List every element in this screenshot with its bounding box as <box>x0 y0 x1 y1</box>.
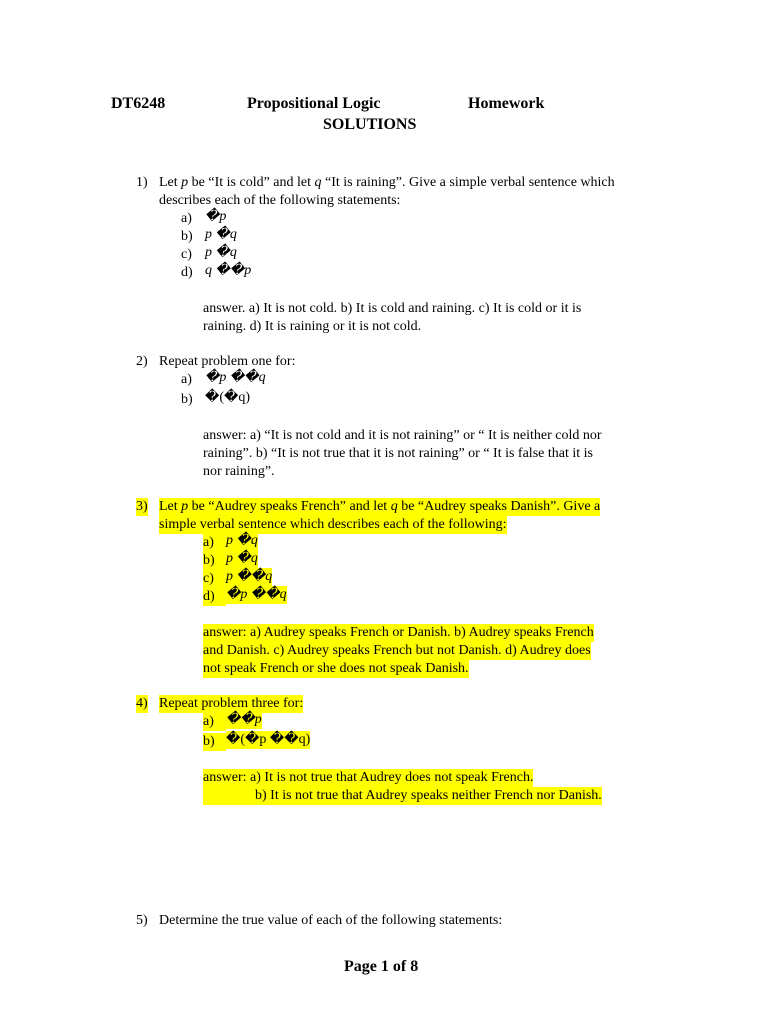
q1-item-expr: �p <box>205 209 227 224</box>
q5-number: 5) <box>136 913 148 928</box>
q4-answer-line-1: answer: a) It is not true that Audrey does not speak French. <box>203 770 534 785</box>
q3-text-line-2: simple verbal sentence which describes each of the following: <box>159 517 507 532</box>
q1-item-expr: p �q <box>205 245 237 260</box>
q3-number: 3) <box>136 499 148 514</box>
q4-item-label: a) <box>203 713 226 731</box>
document-type: Homework <box>468 95 545 112</box>
q2-item-expr: �(�q) <box>205 390 251 405</box>
q3-item-label: a) <box>203 534 226 552</box>
q2-number: 2) <box>136 354 148 369</box>
q1-text-line-1: Let p be “It is cold” and let q “It is raining”. Give a simple verbal sentence which <box>159 175 615 190</box>
q2-text-line-1: Repeat problem one for: <box>159 354 296 369</box>
q2-item-expr: �p ��q <box>205 370 266 385</box>
q1-answer-line-1: answer. a) It is not cold. b) It is cold and raining. c) It is cold or it is <box>203 301 582 316</box>
q3-text-line-1: Let p be “Audrey speaks French” and let q be “Audrey speaks Danish”. Give a <box>159 499 601 514</box>
q4-item-expr: �(�p ��q) <box>226 732 311 747</box>
q3-answer-line-1: answer: a) Audrey speaks French or Danish. b) Audrey speaks French <box>203 625 594 640</box>
q1-answer-line-2: raining. d) It is raining or it is not cold. <box>203 319 422 334</box>
q3-item-expr: p �q <box>226 533 258 548</box>
q1-item-label: a) <box>181 211 192 226</box>
q2-answer-line-1: answer: a) “It is not cold and it is not raining” or “ It is neither cold nor <box>203 428 602 443</box>
q3-item-expr: �p ��q <box>226 587 287 602</box>
q2-answer-line-2: raining”. b) “It is not true that it is not raining” or “ It is false that it is <box>203 446 593 461</box>
q1-item-label: d) <box>181 265 193 280</box>
q4-item-label: b) <box>203 733 226 751</box>
q4-number: 4) <box>136 696 148 711</box>
q1-item-expr: q ��p <box>205 263 252 278</box>
q3-answer-line-3: not speak French or she does not speak Danish. <box>203 661 469 676</box>
page-number: Page 1 of 8 <box>344 958 419 975</box>
q1-item-label: c) <box>181 247 192 262</box>
q2-answer-line-3: nor raining”. <box>203 464 275 479</box>
document-title: Propositional Logic <box>247 95 381 112</box>
q4-answer-line-2: b) It is not true that Audrey speaks neither French nor Danish. <box>203 787 602 805</box>
q3-item-label: d) <box>203 588 226 606</box>
course-code: DT6248 <box>111 95 166 112</box>
q3-item-expr: p ��q <box>226 569 273 584</box>
q1-item-label: b) <box>181 229 193 244</box>
q2-item-label: b) <box>181 392 193 407</box>
document-subtitle: SOLUTIONS <box>323 116 417 133</box>
q5-text-line-1: Determine the true value of each of the following statements: <box>159 913 503 928</box>
q2-item-label: a) <box>181 372 192 387</box>
q3-item-label: c) <box>203 570 226 588</box>
q1-item-expr: p �q <box>205 227 237 242</box>
q1-text-line-2: describes each of the following statements: <box>159 193 401 208</box>
q3-item-label: b) <box>203 552 226 570</box>
q3-answer-line-2: and Danish. c) Audrey speaks French but not Danish. d) Audrey does <box>203 643 591 658</box>
q4-item-expr: ��p <box>226 712 262 727</box>
q1-number: 1) <box>136 175 148 190</box>
q3-item-expr: p �q <box>226 551 258 566</box>
q4-text-line-1: Repeat problem three for: <box>159 696 304 711</box>
